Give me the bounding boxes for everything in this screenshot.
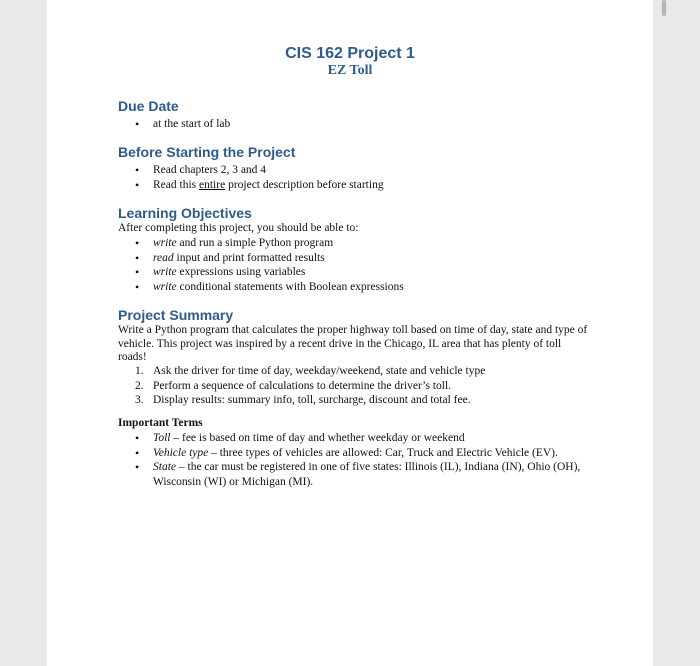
learning-objectives-heading: Learning Objectives [118,205,252,221]
document-subtitle: EZ Toll [327,63,373,78]
before-starting-list [132,163,588,192]
list-item: • Toll – fee is based on time of day and whether weekday or weekend [132,431,588,446]
list-item: • write expressions using variables [132,265,588,280]
scrollbar-track[interactable] [653,0,700,666]
objectives-intro: After completing this project, you should be able to: [118,222,359,234]
project-summary-heading: Project Summary [118,307,234,323]
terms-list [132,431,588,489]
summary-steps [132,364,588,408]
list-item: 3. Display results: summary info, toll, surcharge, discount and total fee. [135,394,471,406]
scrollbar-thumb[interactable] [662,0,666,16]
list-item: • write conditional statements with Boolean expressions [132,280,588,295]
document-title: CIS 162 Project 1 [285,45,415,62]
before-starting-heading: Before Starting the Project [118,144,296,160]
list-item: • State – the car must be registered in one of five states: Illinois (IL), Indiana (IN), Ohio (OH), Wisconsin (WI) or Michigan (MI). [132,460,588,489]
list-item: • Read chapters 2, 3 and 4 [132,163,588,178]
list-item: • write and run a simple Python program [132,236,588,251]
summary-paragraph: Write a Python program that calculates the proper highway toll based on time of day, state and type of vehicle. This project was inspired by a recent drive in the Chicago, IL area that has plenty of toll roads! [118,324,588,363]
list-item: • read input and print formatted results [132,251,588,266]
list-item: • Vehicle type – three types of vehicles are allowed: Car, Truck and Electric Vehicle (EV). [132,446,588,461]
due-date-heading: Due Date [118,98,179,114]
list-item: • Read this entire project description before starting [132,178,588,193]
list-item: • at the start of lab [132,117,588,132]
due-date-list [132,117,588,132]
important-terms-heading: Important Terms [118,417,203,429]
list-item: 1. Ask the driver for time of day, weekday/weekend, state and vehicle type [135,365,486,377]
objectives-list [132,236,588,294]
list-item: 2. Perform a sequence of calculations to determine the driver’s toll. [135,379,452,392]
